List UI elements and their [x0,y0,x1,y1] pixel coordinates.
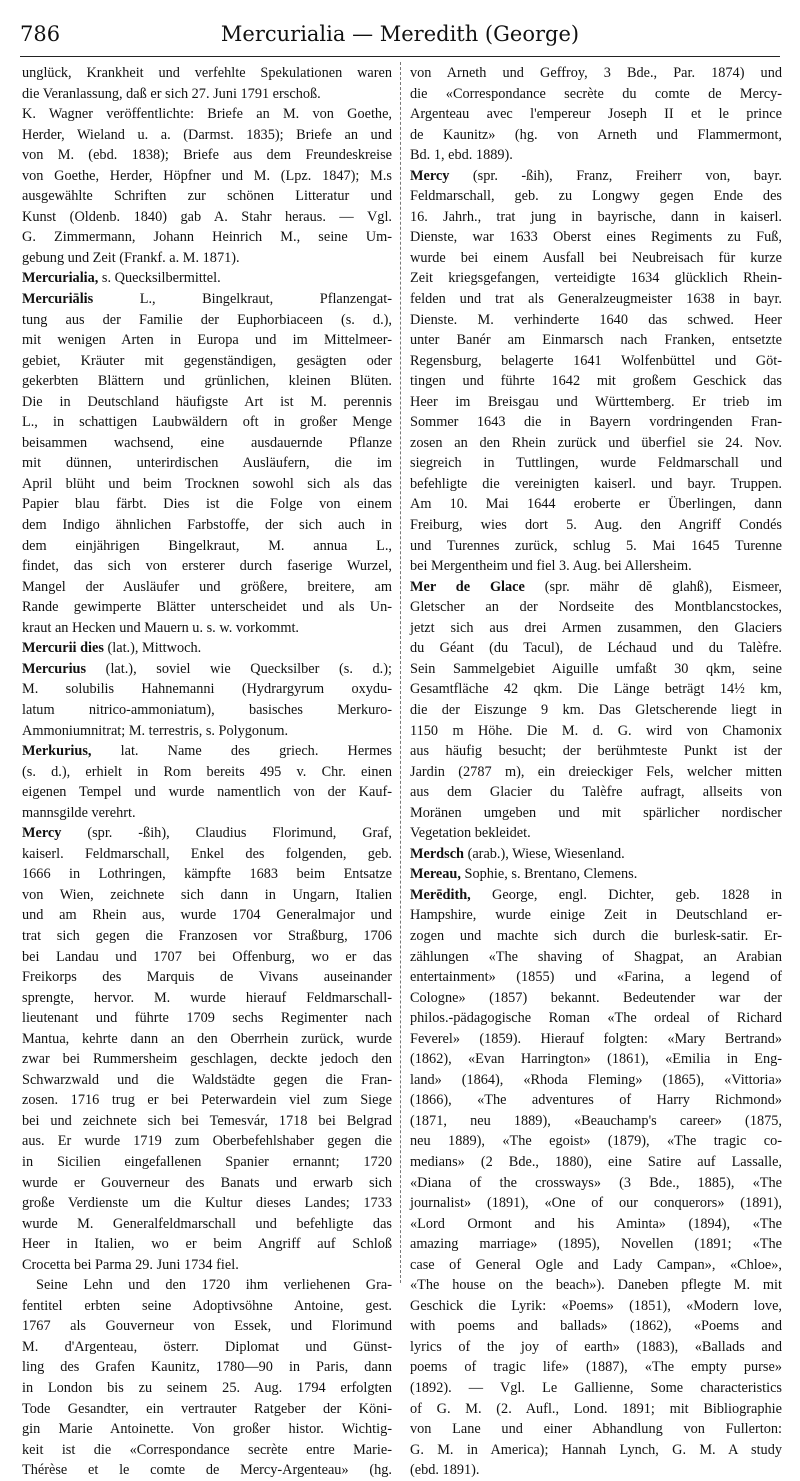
text-line [22,351,392,372]
text-line [22,1193,392,1214]
text-line [410,453,782,474]
line-text: zosen. 1716 trug er bei Peterwardein viel zum Siege [22,1092,392,1109]
text-line [22,536,392,557]
line-text: Herder, Wieland u. a. (Darmst. 1835); Briefe an und [22,126,392,143]
line-text: of G. M. (2. Aufl., Lond. 1891; mit Bibliographie [410,1400,782,1417]
line-text: Geschick die Lyrik: «Poems» (1851), «Modern love, [410,1297,782,1314]
line-text: Bd. 1, ebd. 1889). [410,147,513,164]
text-line [410,351,782,372]
line-text: Seine Lehn und den 1720 ihm verliehenen Gra- [36,1277,392,1294]
text-line [22,803,392,824]
line-text: (spr. -ßih), Franz, Freiherr von, bayr. [449,167,782,184]
line-text: zählungen «The shaving of Shagpat, an Arabian [410,948,782,965]
text-line [410,412,782,433]
text-line [410,1193,782,1214]
text-line [22,227,392,248]
line-text: wurde er Gouverneur des Banats und erwarb sich [22,1174,392,1191]
text-line [410,1173,782,1194]
text-line [410,166,782,187]
line-text: lyrics of the joy of earth» (1883), «Ballads and [410,1338,782,1355]
text-line [22,844,392,865]
text-line [22,453,392,474]
text-line [410,762,782,783]
text-line [410,823,782,844]
left-column [22,63,392,1479]
text-line [22,1419,392,1440]
text-line [410,227,782,248]
line-text: und Turennes zurück, schlug 5. Mai 1645 Turenne [410,537,782,554]
text-line [22,597,392,618]
text-line [22,1296,392,1317]
line-text: gebung und Zeit (Frankf. a. M. 1871). [22,249,240,266]
line-text: (1892). — Vgl. Le Gallienne, Some characteristics [410,1380,782,1396]
line-text: felden und trat als Generalzeugmeister 1638 in bayr. [410,291,782,308]
text-line [22,1152,392,1173]
line-text: G. M. in America); Hannah Lynch, G. M. A study [410,1441,782,1458]
line-text: 1666 in Lothringen, kämpfte 1683 beim Entsatze [22,866,392,883]
line-text: kraut an Hecken und Mauern u. s. w. vorkommt. [22,619,300,636]
line-text: von Goethe, Herder, Höpfner und M. (Lpz. 1847); M.s [22,167,392,184]
line-text: Sein Sammelgebiet Aiguille umfaßt 30 qkm, seine [410,660,782,677]
line-text: K. Wagner veröffentlichte: Briefe an M. von Goethe, [22,106,392,123]
text-line [410,1357,782,1378]
line-text: L., in schattigen Laubwäldern oft in großer Menge [22,414,392,431]
text-line [22,371,392,392]
line-text: M. d'Argenteau, österr. Diplomat und Günst- [22,1338,392,1355]
line-text: Jardin (2787 m), ein dreieckiger Fels, welcher mitten [410,763,782,780]
line-text: trat sich gegen die Franzosen vor Straßburg, 1706 [22,927,392,944]
line-text: in London bis zu seinem 25. Aug. 1794 erfolgten [22,1380,392,1396]
line-text: zwar bei Rummersheim geschlagen, deckte jedoch den [22,1051,392,1068]
text-line [22,762,392,783]
line-text: Freikorps des Marquis de Vivans auseinander [22,969,392,986]
entry-headword: Mercurii dies [22,640,104,657]
text-line [22,782,392,803]
line-text: Sommer 1643 die in Bayern vordringenden Fran- [410,414,782,431]
text-line [22,1275,392,1296]
text-line [410,433,782,454]
line-text: von Arneth und Geffroy, 3 Bde., Par. 1874) und [410,65,782,81]
line-text: aus dem Glacier du Talèfre aufragt, allseits von [410,784,782,801]
line-text: Feverel» (1859). Hierauf folgten: «Mary Bertrand» [410,1030,782,1047]
line-text: G. Zimmermann, Johann Heinrich M., seine Um- [22,229,392,246]
text-line [410,577,782,598]
text-line [410,1275,782,1296]
line-text: wurde M. Generalfeldmarschall und befehligte das [22,1215,392,1232]
text-line [410,1296,782,1317]
text-line [22,1131,392,1152]
text-line [22,104,392,125]
text-line [410,803,782,824]
text-line [22,412,392,433]
text-line [410,1131,782,1152]
line-text: M. solubilis Hahnemanni (Hydrargyrum oxydu- [22,681,392,698]
text-line [410,392,782,413]
entry-headword: Merkurius, [22,743,92,760]
text-line [410,1460,782,1481]
text-line [22,1337,392,1358]
line-text: zosen an den Rhein zurück und überfiel sie 24. Nov. [410,434,782,451]
text-line [410,536,782,557]
text-line [22,1316,392,1337]
line-text: unglück, Krankheit und verfehlte Spekulationen waren [22,65,392,81]
line-text: Dienste. M. verhinderte 1640 das schwed. Heer [410,311,782,328]
line-text: Sophie, s. Brentano, Clemens. [460,866,638,883]
text-line [410,1111,782,1132]
right-column [410,63,782,1479]
line-text: in Sicilien eingefallenen Spanier ernannt; 1720 [22,1153,392,1170]
text-line [410,104,782,125]
line-text: eigenen Tempel und wurde namentlich von der Kauf- [22,784,392,801]
text-line [410,1419,782,1440]
text-line [410,310,782,331]
line-text: Hampshire, wurde einige Zeit in Deutschland er- [410,907,782,924]
line-text: befehligte die vereinigten kaiserl. und bayr. Truppen. [410,475,782,492]
line-text: Thérèse et le comte de Mercy-Argenteau» (hg. [22,1462,392,1479]
text-line [410,125,782,146]
text-line [410,967,782,988]
text-line [410,659,782,680]
text-line [22,145,392,166]
line-text: de Kaunitz» (hg. von Arneth und Flammermont, [410,126,782,143]
text-line [22,1111,392,1132]
line-text: bei Landau und 1707 bei Offenburg, wo er das [22,948,392,965]
text-line [22,474,392,495]
line-text: Gletscher an der Nordseite des Montblancstockes, [410,599,782,616]
text-line [410,515,782,536]
line-text: von Lane und einer Abhandlung von Fullerton: [410,1421,782,1438]
line-text: Papier blau färbt. Dies ist die Folge von einem [22,496,392,513]
line-text: April blüht und beim Trocknen sowohl sich als das [22,475,392,492]
line-text: Heer im Breisgau und Württemberg. Er trieb im [410,393,782,410]
text-line [410,844,782,865]
line-text: die Veranlassung, daß er sich 27. Juni 1791 erschoß. [22,85,321,102]
entry-headword: Mercurialia, [22,270,99,287]
entry-headword: Merēdith, [410,886,471,903]
line-text: L., Bingelkraut, Pflanzengat- [93,291,392,308]
line-text: bei und zeichnete sich bei Temesvár, 1718 bei Belgrad [22,1112,392,1129]
line-text: unter Banér am Einmarsch nach Franken, entsetzte [410,332,782,349]
line-text: land» (1864), «Rhoda Fleming» (1865), «Vittoria» [410,1071,782,1088]
line-text: tingen und führte 1642 mit großem Geschick das [410,373,782,390]
text-line [410,330,782,351]
text-line [410,1378,782,1399]
text-line [410,1214,782,1235]
text-line [22,988,392,1009]
line-text: (s. d.), erhielt in Rom bereits 495 v. Chr. einen [22,763,392,780]
line-text: Dienste, war 1633 Oberst eines Regiments zu Fuß, [410,229,782,246]
line-text: Vegetation bekleidet. [410,825,531,842]
entry-headword: Merdsch [410,845,464,862]
text-line [22,679,392,700]
text-line [22,556,392,577]
text-line [410,1255,782,1276]
line-text: dem Indigo ähnlichen Farbstoffe, der sich auch in [22,517,392,534]
header-rule [20,56,780,57]
text-line [22,1070,392,1091]
line-text: Feldmarschall, geb. zu Longwy gegen Ende des [410,188,782,205]
line-text: amazing marriage» (1895), Novellen (1891; «The [410,1236,782,1253]
line-text: (spr. mähr dĕ glahß), Eismeer, [524,578,782,595]
text-line [22,1214,392,1235]
text-line [22,248,392,269]
line-text: Die in Deutschland häufigste Art ist M. perennis [22,393,392,410]
line-text: latum nitrico-ammoniatum), basisches Merkuro- [22,701,392,718]
text-line [410,268,782,289]
text-line [410,721,782,742]
line-text: siegreich in Tuttlingen, wurde Feldmarschall und [410,455,782,472]
line-text: 1767 als Gouverneur von Essek, und Florimund [22,1318,392,1335]
line-text: kaiserl. Feldmarschall, Enkel des folgenden, geb. [22,845,392,862]
line-text: (1871, neu 1889), «Beauchamp's career» (1875, [410,1112,782,1129]
line-text: Cologne» (1857) bekannt. Bedeutender war der [410,989,782,1006]
line-text: von Wien, zeichnete sich dann in Ungarn, Italien [22,886,392,903]
text-line [22,1173,392,1194]
line-text: aus häufig besucht; der berühmteste Punkt ist der [410,743,782,760]
text-line [22,1378,392,1399]
line-text: wurde bei einem Ausfall bei Neubreisach für kurze [410,249,782,266]
text-line [410,1316,782,1337]
text-line [22,823,392,844]
line-text: die «Correspondance secrète du comte de Mercy- [410,85,782,102]
line-text: Argenteau avec l'empereur Joseph II et le prince [410,106,782,123]
text-line [22,1440,392,1461]
page-header [20,22,780,52]
page-number: 786 [20,22,61,46]
line-text: «The house on the beach»). Daneben pflegte M. mit [410,1277,782,1294]
line-text: Mangel der Ausläufer und größere, breitere, am [22,578,392,595]
text-line [22,186,392,207]
text-line [22,392,392,413]
text-line [22,125,392,146]
text-line [410,947,782,968]
text-line [410,638,782,659]
line-text: poems of tragic life» (1887), «The empty purse» [410,1359,782,1376]
text-line [410,1440,782,1461]
text-line [22,84,392,105]
line-text: Heer in Italien, wo er beim Angriff auf Schloß [22,1236,392,1253]
line-text: George, engl. Dichter, geb. 1828 in [470,886,782,903]
line-text: philos.-pädagogische Roman «The ordeal of Richard [410,1010,782,1027]
text-line [410,84,782,105]
text-line [22,885,392,906]
line-text: du Géant (du Tacul), de Léchaud und du Talèfre. [410,640,782,657]
text-line [22,1234,392,1255]
text-line [22,289,392,310]
running-title: Mercurialia — Meredith (George) [220,22,580,46]
text-line [410,207,782,228]
text-line [22,494,392,515]
text-line [410,597,782,618]
line-text: große Verdienste um die Kultur dieses Landes; 1733 [22,1195,392,1212]
line-text: von M. (ebd. 1838); Briefe aus dem Freundeskreise [22,147,392,164]
line-text: «Lord Ormont and his Aminta» (1894), «The [410,1215,782,1232]
text-line [22,330,392,351]
text-line [22,659,392,680]
text-line [410,371,782,392]
line-text: Mantua, kehrte dann an den Oberrhein zurück, wurde [22,1030,392,1047]
text-line [22,1008,392,1029]
text-line [22,1049,392,1070]
line-text: zogen und machte sich durch die burlesk-satir. Er- [410,927,782,944]
line-text: Ammoniumnitrat; M. terrestris, s. Polygonum. [22,722,289,739]
text-line [410,1070,782,1091]
line-text: bei Mergentheim und fiel 3. Aug. bei Allersheim. [410,558,692,575]
entry-headword: Mercurius [22,660,87,677]
text-line [22,741,392,762]
line-text: Schwarzwald und die Waldstädte gegen die Fran- [22,1071,392,1088]
text-line [410,1337,782,1358]
line-text: neu 1889), «The egoist» (1879), «The tragic co- [410,1133,782,1150]
text-line [410,1399,782,1420]
text-line [410,494,782,515]
line-text: beisammen wachsend, eine ausdauernde Pflanze [22,434,392,451]
line-text: Am 10. Mai 1644 eroberte er Überlingen, dann [410,496,782,513]
line-text: ling des Grafen Kaunitz, 1780—90 in Paris, dann [22,1359,392,1376]
line-text: (lat.), soviel wie Quecksilber (s. d.); [86,660,392,677]
text-line [410,1234,782,1255]
line-text: keit ist die «Correspondance secrète entre Marie- [22,1441,392,1458]
line-text: findet, das sich von ersterer durch faserige Wurzel, [22,558,392,575]
line-text: lieutenant und führte 1709 sechs Regimenter nach [22,1010,392,1027]
line-text: gin Marie Antoinette. Von großer histor. Wichtig- [22,1421,392,1438]
entry-headword: Mercuriālis [22,291,94,308]
text-line [410,63,782,84]
text-line [22,1090,392,1111]
line-text: mannsgilde verehrt. [22,804,136,821]
line-text: lat. Name des griech. Hermes [91,743,392,760]
text-line [410,885,782,906]
text-line [410,988,782,1009]
text-line [410,864,782,885]
column-divider [400,62,401,1283]
text-line [22,310,392,331]
line-text: Kunst (Oldenb. 1840) gab A. Stahr heraus. — Vgl. [22,208,392,225]
text-line [410,556,782,577]
text-line [410,1029,782,1050]
text-line [22,947,392,968]
line-text: fentitel erbten seine Adoptivsöhne Antoine, gest. [22,1297,392,1314]
line-text: jetzt sich aus drei Armen zusammen, den Glaciers [410,619,782,636]
line-text: Zeit kriegsgefangen, verteidigte 1634 glücklich Rhein- [410,270,782,287]
line-text: mit wenigen Arten in Europa und im Mittelmeer- [22,332,392,349]
text-line [410,782,782,803]
text-line [410,741,782,762]
line-text: entertainment» (1855) und «Farina, a legend of [410,969,782,986]
line-text: (lat.), Mittwoch. [103,640,202,657]
line-text: Crocetta bei Parma 29. Juni 1734 fiel. [22,1256,239,1273]
text-line [22,618,392,639]
line-text: «Diana of the crossways» (3 Bde., 1885), «The [410,1174,782,1191]
text-line [410,1008,782,1029]
text-line [22,1357,392,1378]
line-text: und am Rhein aus, wurde 1704 Generalmajor und [22,907,392,924]
line-text: (spr. -ßih), Claudius Florimund, Graf, [61,825,392,842]
entry-headword: Mereau, [410,866,461,883]
text-line [22,1255,392,1276]
text-line [410,474,782,495]
text-line [22,905,392,926]
line-text: Rande gewimperte Blätter unterscheidet und als Un- [22,599,392,616]
text-line [410,186,782,207]
text-line [410,145,782,166]
text-line [410,289,782,310]
text-line [22,926,392,947]
text-line [410,1090,782,1111]
line-text: Moränen umgeben und mit spärlicher nordischer [410,804,782,821]
line-text: with poems and ballads» (1862), «Poems and [410,1318,782,1335]
line-text: dem einjährigen Bingelkraut, M. annua L., [22,537,392,554]
text-line [22,864,392,885]
text-line [410,679,782,700]
line-text: Regensburg, belagerte 1641 Wolfenbüttel und Göt- [410,352,782,369]
text-line [22,166,392,187]
line-text: gebiet, Kräuter mit gegenständigen, gesägten oder [22,352,392,369]
line-text: journalist» (1891), «One of our conquerors» (1891), [410,1195,782,1212]
text-line [410,618,782,639]
line-text: (arab.), Wiese, Wiesenland. [464,845,625,862]
text-line [22,1399,392,1420]
line-text: case of General Ogle and Lady Campan», «Chloe», [410,1256,782,1273]
text-line [410,1049,782,1070]
text-line [22,207,392,228]
line-text: Tode Gesandter, ein vertrauter Ratgeber der Köni- [22,1400,392,1417]
text-line [410,700,782,721]
text-line [410,905,782,926]
line-text: tung aus der Familie der Euphorbiaceen (s. d.), [22,311,392,328]
text-line [22,1460,392,1481]
text-line [22,433,392,454]
text-line [22,515,392,536]
text-line [410,248,782,269]
text-line [22,638,392,659]
line-text: (1862), «Evan Harrington» (1861), «Emilia in Eng- [410,1051,782,1068]
text-line [22,268,392,289]
line-text: 1150 m Höhe. Die M. d. G. wird von Chamonix [410,722,782,739]
text-line [22,721,392,742]
line-text: die der Eiszunge 9 km. Das Gletscherende liegt in [410,701,782,718]
line-text: (1866), «The adventures of Harry Richmond» [410,1092,782,1109]
text-line [410,926,782,947]
line-text: gekerbten Blättern und grünlichen, kleinen Blüten. [22,373,392,390]
line-text: Freiburg, wies dort 5. Aug. den Angriff Condés [410,517,782,534]
line-text: sprengte, hervor. M. wurde hierauf Feldmarschall- [22,989,392,1006]
text-line [22,700,392,721]
line-text: aus. Er wurde 1719 zum Oberbefehlshaber gegen die [22,1133,392,1150]
line-text: s. Quecksilbermittel. [98,270,221,287]
line-text: (ebd. 1891). [410,1462,480,1479]
text-line [22,63,392,84]
entry-headword: Mercy [22,825,62,842]
entry-headword: Mer de Glace [410,578,525,595]
line-text: medians» (2 Bde., 1880), eine Satire auf Lassalle, [410,1153,782,1170]
text-line [22,577,392,598]
text-line [22,967,392,988]
line-text: mit dünnen, unterirdischen Ausläufern, die im [22,455,392,472]
text-line [22,1029,392,1050]
line-text: Gesamtfläche 42 qkm. Die Länge beträgt 14½ km, [410,681,782,698]
entry-headword: Mercy [410,167,450,184]
line-text: ausgewählte Schriften zur schönen Litteratur und [22,188,392,205]
text-line [410,1152,782,1173]
line-text: 16. Jahrh., trat jung in bayrische, dann in kaiserl. [410,208,782,225]
